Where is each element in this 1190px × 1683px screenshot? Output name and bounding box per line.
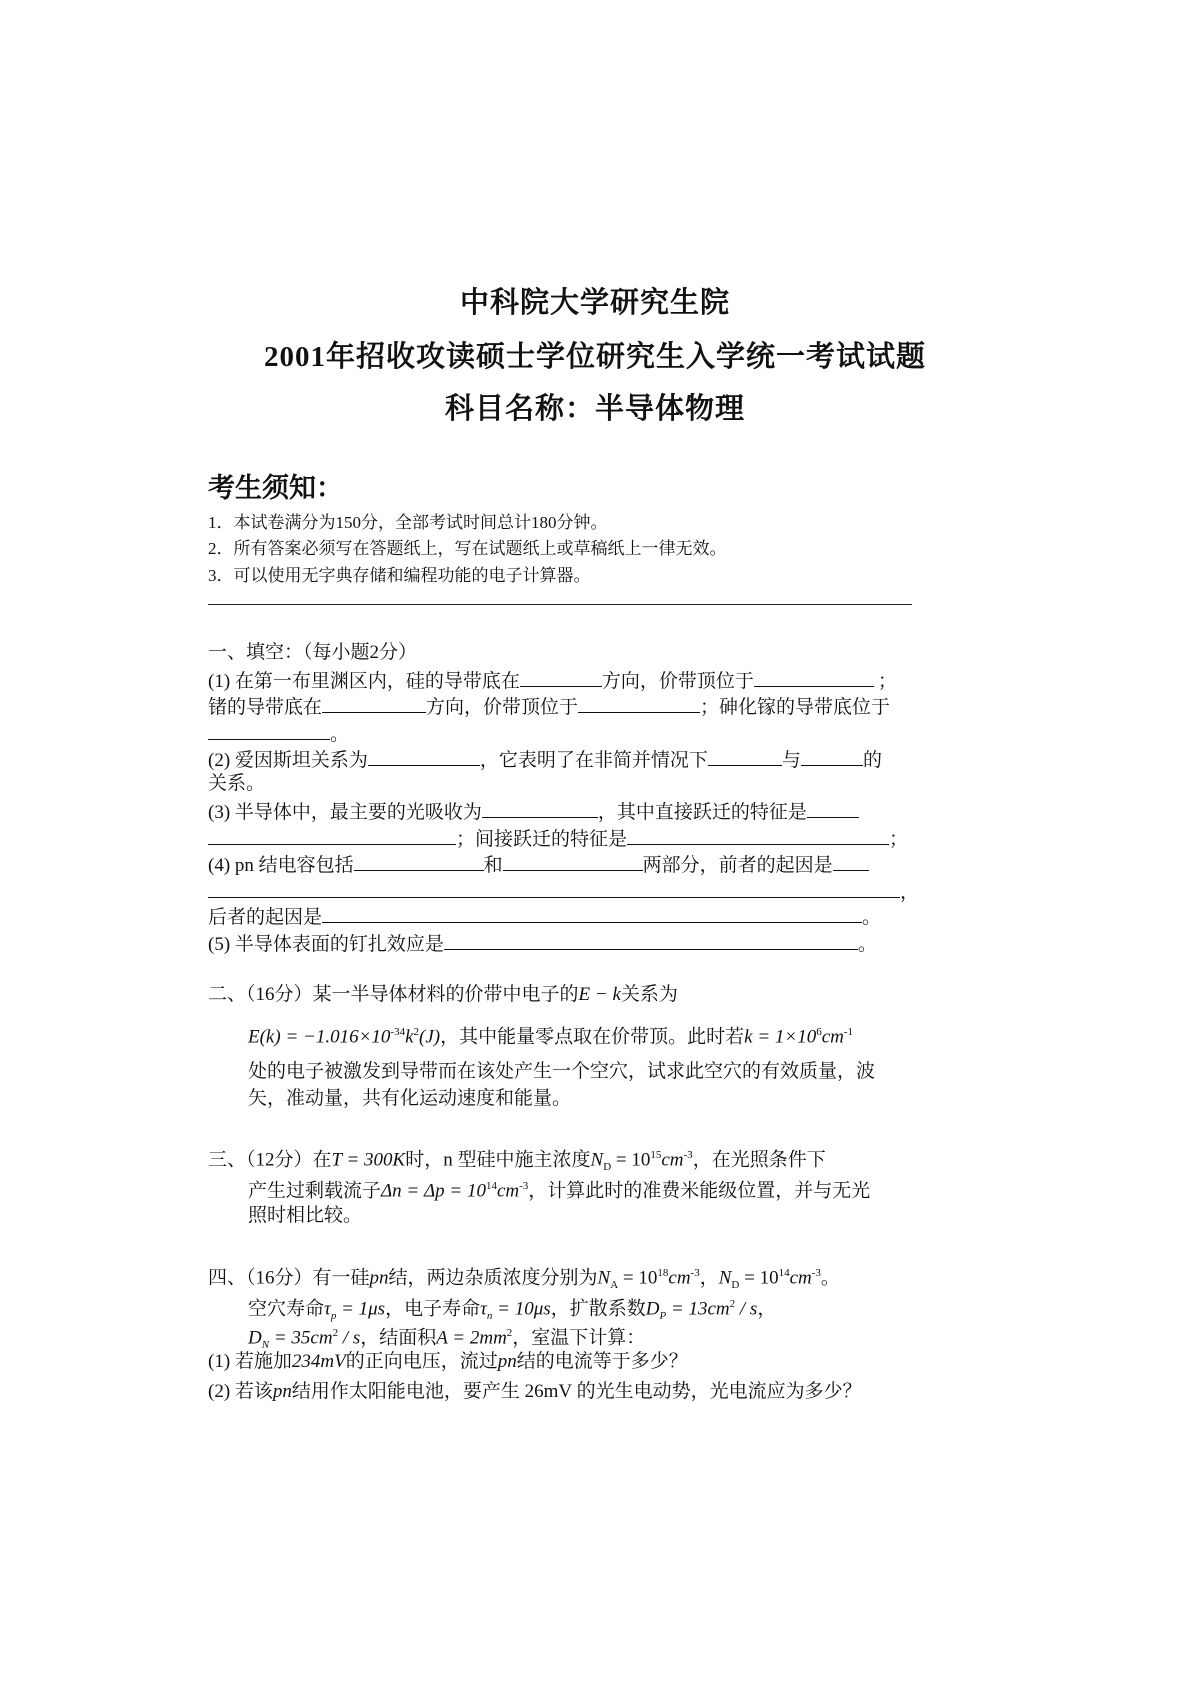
math: -3 [519, 1180, 529, 1192]
question-2 [208, 983, 678, 1007]
math: = 13cm [666, 1298, 730, 1320]
question-1-1 [208, 668, 897, 694]
math: pn [497, 1351, 517, 1372]
exam-title: 2001年招收攻读硕士学位研究生入学统一考试试题 [263, 341, 926, 373]
math: = 1μs [336, 1298, 386, 1320]
question-3-text: 照时相比较。 [248, 1205, 363, 1226]
notice-item: 2．所有答案必须写在答题纸上，写在试题纸上或草稿纸上一律无效。 [208, 539, 727, 558]
math: cm [496, 1180, 520, 1202]
answer-blank[interactable] [708, 747, 782, 766]
text: ，计算此时的准费米能级位置，并与无光 [528, 1180, 871, 1202]
text: 方向，价带顶位于 [426, 697, 579, 718]
answer-blank[interactable] [807, 799, 859, 818]
question-2-text: 处的电子被激发到导带而在该处产生一个空穴，试求此空穴的有效质量，波 [248, 1061, 876, 1082]
math: D [645, 1298, 660, 1320]
text: ；间接跃迁的特征是 [456, 829, 628, 850]
answer-blank[interactable] [208, 721, 330, 740]
answer-blank[interactable] [520, 668, 602, 687]
question-4-1 [208, 1350, 688, 1374]
math: A [610, 1279, 619, 1292]
math: -3 [690, 1267, 700, 1279]
text: 。 [862, 907, 882, 928]
text: ， [699, 1267, 719, 1289]
math: τ [480, 1298, 487, 1320]
text: ，扩散系数 [550, 1298, 646, 1320]
math: (J) [419, 1026, 441, 1048]
math: cm [661, 1149, 684, 1171]
math: 15 [650, 1149, 662, 1161]
answer-blank[interactable] [801, 747, 863, 766]
notice-title: 考生须知： [208, 473, 343, 503]
math: E(k) = −1.016×10 [248, 1026, 391, 1048]
text: (2) 若该 [208, 1381, 273, 1402]
math: = 10 [739, 1267, 779, 1289]
divider [208, 604, 912, 605]
question-1-4 [208, 852, 869, 878]
math: / s [338, 1327, 361, 1349]
answer-blank[interactable] [754, 668, 874, 687]
question-1-1-end [208, 721, 349, 747]
answer-blank[interactable] [322, 694, 426, 713]
question-1-4-end [208, 904, 881, 930]
text: 三、（12分）在 [208, 1149, 332, 1171]
math: / s [735, 1298, 758, 1320]
text: 的 [862, 750, 882, 771]
answer-blank[interactable] [208, 826, 456, 845]
text: 两部分，前者的起因是 [642, 855, 833, 876]
text: 锗的导带底在 [208, 697, 323, 718]
question-1-3-cont [208, 826, 908, 852]
question-1-2 [208, 747, 882, 773]
answer-blank[interactable] [444, 931, 858, 950]
math: T = 300K [331, 1149, 406, 1171]
answer-blank[interactable] [503, 852, 643, 871]
text: 的正向电压，流过 [345, 1351, 498, 1372]
text: 时，n 型硅中施主浓度 [405, 1149, 591, 1171]
question-1-5 [208, 931, 877, 957]
text: 空穴寿命 [248, 1298, 325, 1320]
answer-blank[interactable] [354, 852, 484, 871]
math: N [261, 1339, 270, 1352]
answer-blank[interactable] [482, 799, 598, 818]
math: p [330, 1310, 337, 1323]
math: Δn = Δp = 10 [381, 1180, 486, 1202]
math: -3 [683, 1149, 693, 1161]
math: cm [668, 1267, 691, 1289]
text: ，在光照条件下 [692, 1149, 826, 1171]
text: 。 [857, 934, 877, 955]
text: (2) 爱因斯坦关系为 [208, 750, 368, 771]
math: k [405, 1026, 414, 1048]
math: -34 [390, 1026, 406, 1038]
math: 6 [816, 1026, 822, 1038]
math: pn [272, 1381, 292, 1402]
institution-title: 中科院大学研究生院 [459, 287, 730, 319]
math: 14 [485, 1180, 497, 1192]
math: 234mV [291, 1351, 346, 1372]
question-4-2 [208, 1380, 862, 1404]
question-1-1-cont [208, 694, 890, 720]
math: 2 [332, 1327, 339, 1339]
text: ， [757, 1298, 777, 1320]
math: 2 [729, 1298, 736, 1310]
math: = 10 [611, 1149, 651, 1171]
answer-blank[interactable] [208, 879, 900, 898]
question-1-2-cont: 关系。 [208, 773, 266, 794]
text: 产生过剩载流子 [248, 1180, 382, 1202]
text: 四、（16分）有一硅 [208, 1267, 370, 1289]
math: k = 1×10 [744, 1026, 817, 1048]
text: (1) 若施加 [208, 1351, 292, 1372]
notice-item: 1．本试卷满分为150分，全部考试时间总计180分钟。 [208, 513, 608, 532]
math: 2 [506, 1327, 513, 1339]
answer-blank[interactable] [578, 694, 700, 713]
math: D [603, 1161, 612, 1174]
text: ，其中直接跃迁的特征是 [597, 802, 807, 823]
math: 18 [657, 1267, 669, 1279]
text: ；砷化镓的导带底位于 [700, 697, 891, 718]
text: ； [889, 829, 909, 850]
text: (3) 半导体中，最主要的光吸收为 [208, 802, 482, 823]
text: ，它表明了在非简并情况下 [479, 750, 708, 771]
text: ，其中能量零点取在价带顶。此时若 [440, 1026, 745, 1048]
question-2-formula [248, 1020, 853, 1049]
question-2-text: 矢，准动量，共有化运动速度和能量。 [248, 1088, 572, 1109]
math: = 10 [618, 1267, 658, 1289]
text: ，结面积 [360, 1327, 437, 1349]
text: ， [900, 882, 920, 903]
text: ，室温下计算： [512, 1327, 646, 1349]
math: = 10μs [492, 1298, 551, 1320]
question-3-text [248, 1174, 870, 1203]
text: (4) pn 结电容包括 [208, 855, 354, 876]
text: ； [877, 671, 897, 692]
math: pn [369, 1267, 389, 1289]
answer-blank[interactable] [833, 852, 869, 871]
text: 结用作太阳能电池，要产生 26mV 的光生电动势，光电流应为多少？ [291, 1381, 862, 1402]
question-1-3 [208, 799, 859, 825]
math: = 35cm [269, 1327, 333, 1349]
text: 关系为 [620, 984, 678, 1005]
math: N [718, 1267, 732, 1289]
text: 。 [330, 724, 350, 745]
math: 14 [778, 1267, 790, 1279]
question-1-4-cont [208, 879, 919, 905]
math: 2 [413, 1026, 420, 1038]
text: 结的电流等于多少？ [516, 1351, 688, 1372]
text: 方向，价带顶位于 [601, 671, 754, 692]
math: -1 [843, 1026, 854, 1038]
answer-blank[interactable] [627, 826, 889, 845]
text: 与 [781, 750, 801, 771]
text: 。 [820, 1267, 840, 1289]
math: P [659, 1310, 667, 1323]
text: (1) 在第一布里渊区内，硅的导带底在 [208, 671, 520, 692]
math: N [597, 1267, 611, 1289]
section-1-title: 一、填空：（每小题2分） [208, 642, 418, 663]
math: E − k [578, 984, 621, 1005]
text: 和 [483, 855, 503, 876]
text: ，电子寿命 [385, 1298, 481, 1320]
math: cm [821, 1026, 844, 1048]
notice-item: 3．可以使用无字典存储和编程功能的电子计算器。 [208, 566, 591, 585]
math: cm [789, 1267, 812, 1289]
answer-blank[interactable] [368, 747, 480, 766]
text: 结，两边杂质浓度分别为 [388, 1267, 598, 1289]
math: N [590, 1149, 604, 1171]
math: A = 2mm [436, 1327, 507, 1349]
text: 后者的起因是 [208, 907, 323, 928]
subject-title: 科目名称：半导体物理 [444, 393, 745, 425]
math: -3 [811, 1267, 821, 1279]
math: D [731, 1279, 740, 1292]
answer-blank[interactable] [322, 904, 862, 923]
math: D [248, 1327, 262, 1349]
math: n [486, 1310, 493, 1323]
text: 二、（16分）某一半导体材料的价带中电子的 [208, 984, 579, 1005]
math: τ [324, 1298, 331, 1320]
text: (5) 半导体表面的钉扎效应是 [208, 934, 444, 955]
